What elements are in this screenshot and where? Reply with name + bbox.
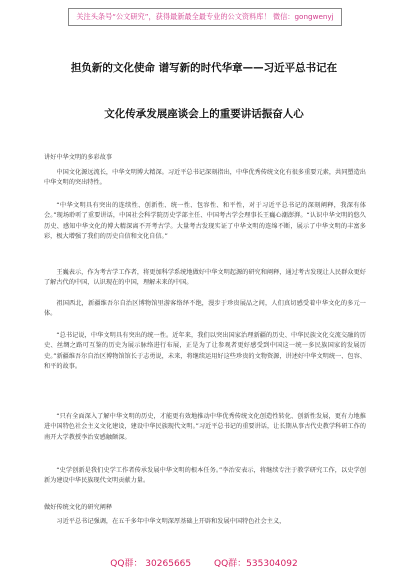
- paragraph: 中国文化源远流长，中华文明博大精深。习近平总书记深刻指出，中华优秀传统文化有很多重要元素，共同塑造出中华文明的突出特性。: [44, 169, 366, 187]
- paragraph: 习近平总书记强调，在五千多年中华文明深厚基础上开辟和发展中国特色社会主义，: [56, 518, 286, 525]
- qq-group-1: QQ群： 30265665: [110, 559, 192, 569]
- paragraph: 祖国西北，新疆维吾尔自治区博物馆里游客络绎不绝，漫步于珍贵展品之间，人们真切感受着中华文化的多元一体。: [44, 300, 366, 318]
- promo-banner: 关注头条号“公文研究”，获得最新最全最专业的公文资料库！ 微信：gongwenyj: [68, 8, 342, 26]
- section-heading: 讲好中华文明的多彩故事: [44, 154, 113, 161]
- paragraph: “总书记说，中华文明具有突出的统一性。近年来，我们以突出国家治理新疆的历史、中华民族文化交流交融的历史、丝绸之路可互鉴的历史为展示脉络进行布展，正是为了让参观者更好感受到中国这一统一多民族国家的发展历史。”新疆维吾尔自治区博物馆馆长于志勇说，未来，将继续运用好这些珍贵的文物资源，讲述好中华文明统一、包容、和平的故事。: [44, 332, 366, 371]
- footer-contact: [0, 556, 408, 569]
- qq-group-2: QQ群：535304092: [214, 559, 298, 569]
- paragraph: 王巍表示，作为考古学工作者，将更加科学系统地做好中华文明起源的研究和阐释，通过考古发现让人民群众更好了解古代的中国，认识现在的中国，理解未来的中国。: [44, 269, 366, 287]
- article-title-line-1: 担负新的文化使命 谱写新的时代华章——习近平总书记在: [70, 62, 338, 74]
- paragraph: “只有全面深入了解中华文明的历史，才能更有效地推动中华优秀传统文化创造性转化、创新性发展，更有力地推进中国特色社会主义文化建设，建设中华民族现代文明。”习近平总书记的重要讲话，让长期从事古代史教学科研工作的南开大学教授李治安感触颇深。: [44, 413, 366, 441]
- paragraph: “中华文明具有突出的连续性、创新性、统一性、包容性、和平性，对于习近平总书记的深刻阐释，我深有体会。”现场聆听了重要讲话，中国社会科学院历史学部主任、中国考古学会理事长王巍心潮澎湃。“认识中华文明的悠久历史、感知中华文化的博大精深离不开考古学。大量考古发现实证了中华文明的连绵不断，展示了中华文明的丰富多彩，极大增强了我们的历史自信和文化自信。”: [44, 202, 366, 241]
- section-heading: 做好传统文化的研究阐释: [44, 504, 113, 511]
- paragraph: “史学创新是我们史学工作者传承发展中华文明的根本任务。”李治安表示，将继续专注于教学研究工作，以史学创新为建设中华民族现代文明贡献力量。: [44, 467, 366, 485]
- article-title-line-2: 文化传承发展座谈会上的重要讲话振奋人心: [104, 108, 304, 120]
